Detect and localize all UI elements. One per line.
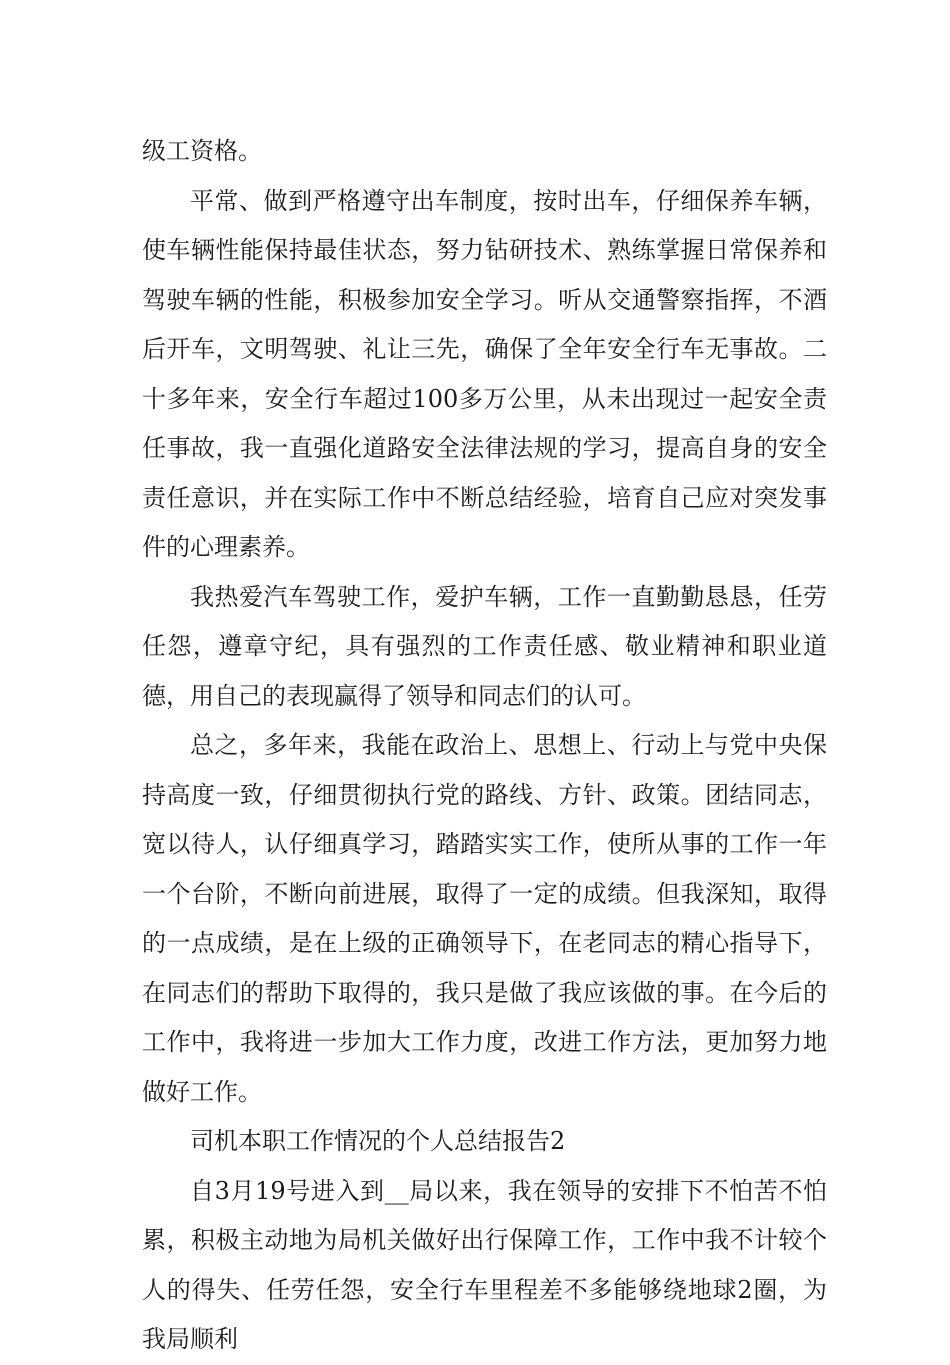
paragraph-love-driving: 我热爱汽车驾驶工作，爱护车辆，工作一直勤勤恳恳，任劳任怨，遵章守纪，具有强烈的工作责任感、敬业精神和职业道德，用自己的表现赢得了领导和同志们的认可。 — [142, 582, 827, 710]
section-heading-report-2: 司机本职工作情况的个人总结报告2 — [190, 1127, 566, 1155]
paragraph-summary: 总之，多年来，我能在政治上、思想上、行动上与党中央保持高度一致，仔细贯彻执行党的路线、方针、政策。团结同志，宽以待人，认仔细真学习，踏踏实实工作，使所从事的工作一年一个台阶，不断向前进展，取得了一定的成绩。但我深知，取得的一点成绩，是在上级的正确领导下，在老同志的精心指导下，在同志们的帮助下取得的，我只是做了我应该做的事。在今后的工作中，我将进一步加大工作力度，改进工作方法，更加努力地做好工作。 — [142, 731, 827, 1106]
paragraph-daily-work: 平常、做到严格遵守出车制度，按时出车，仔细保养车辆，使车辆性能保持最佳状态，努力钻研技术、熟练掌握日常保养和驾驶车辆的性能，积极参加安全学习。听从交通警察指挥，不酒后开车，文明驾驶、礼让三先，确保了全年安全行车无事故。二十多年来，安全行车超过100多万公里，从未出现过一起安全责任事故，我一直强化道路安全法律法规的学习，提高自身的安全责任意识，并在实际工作中不断总结经验，培育自己应对突发事件的心理素养。 — [142, 186, 827, 561]
document-body — [142, 127, 827, 1365]
paragraph-continuation: 级工资格。 — [142, 137, 262, 165]
paragraph-report-2-intro: 自3月19号进入到__局以来，我在领导的安排下不怕苦不怕累，积极主动地为局机关做好出行保障工作，工作中我不计较个人的得失、任劳任怨，安全行车里程差不多能够绕地球2圈，为我局顺利 — [142, 1176, 827, 1353]
